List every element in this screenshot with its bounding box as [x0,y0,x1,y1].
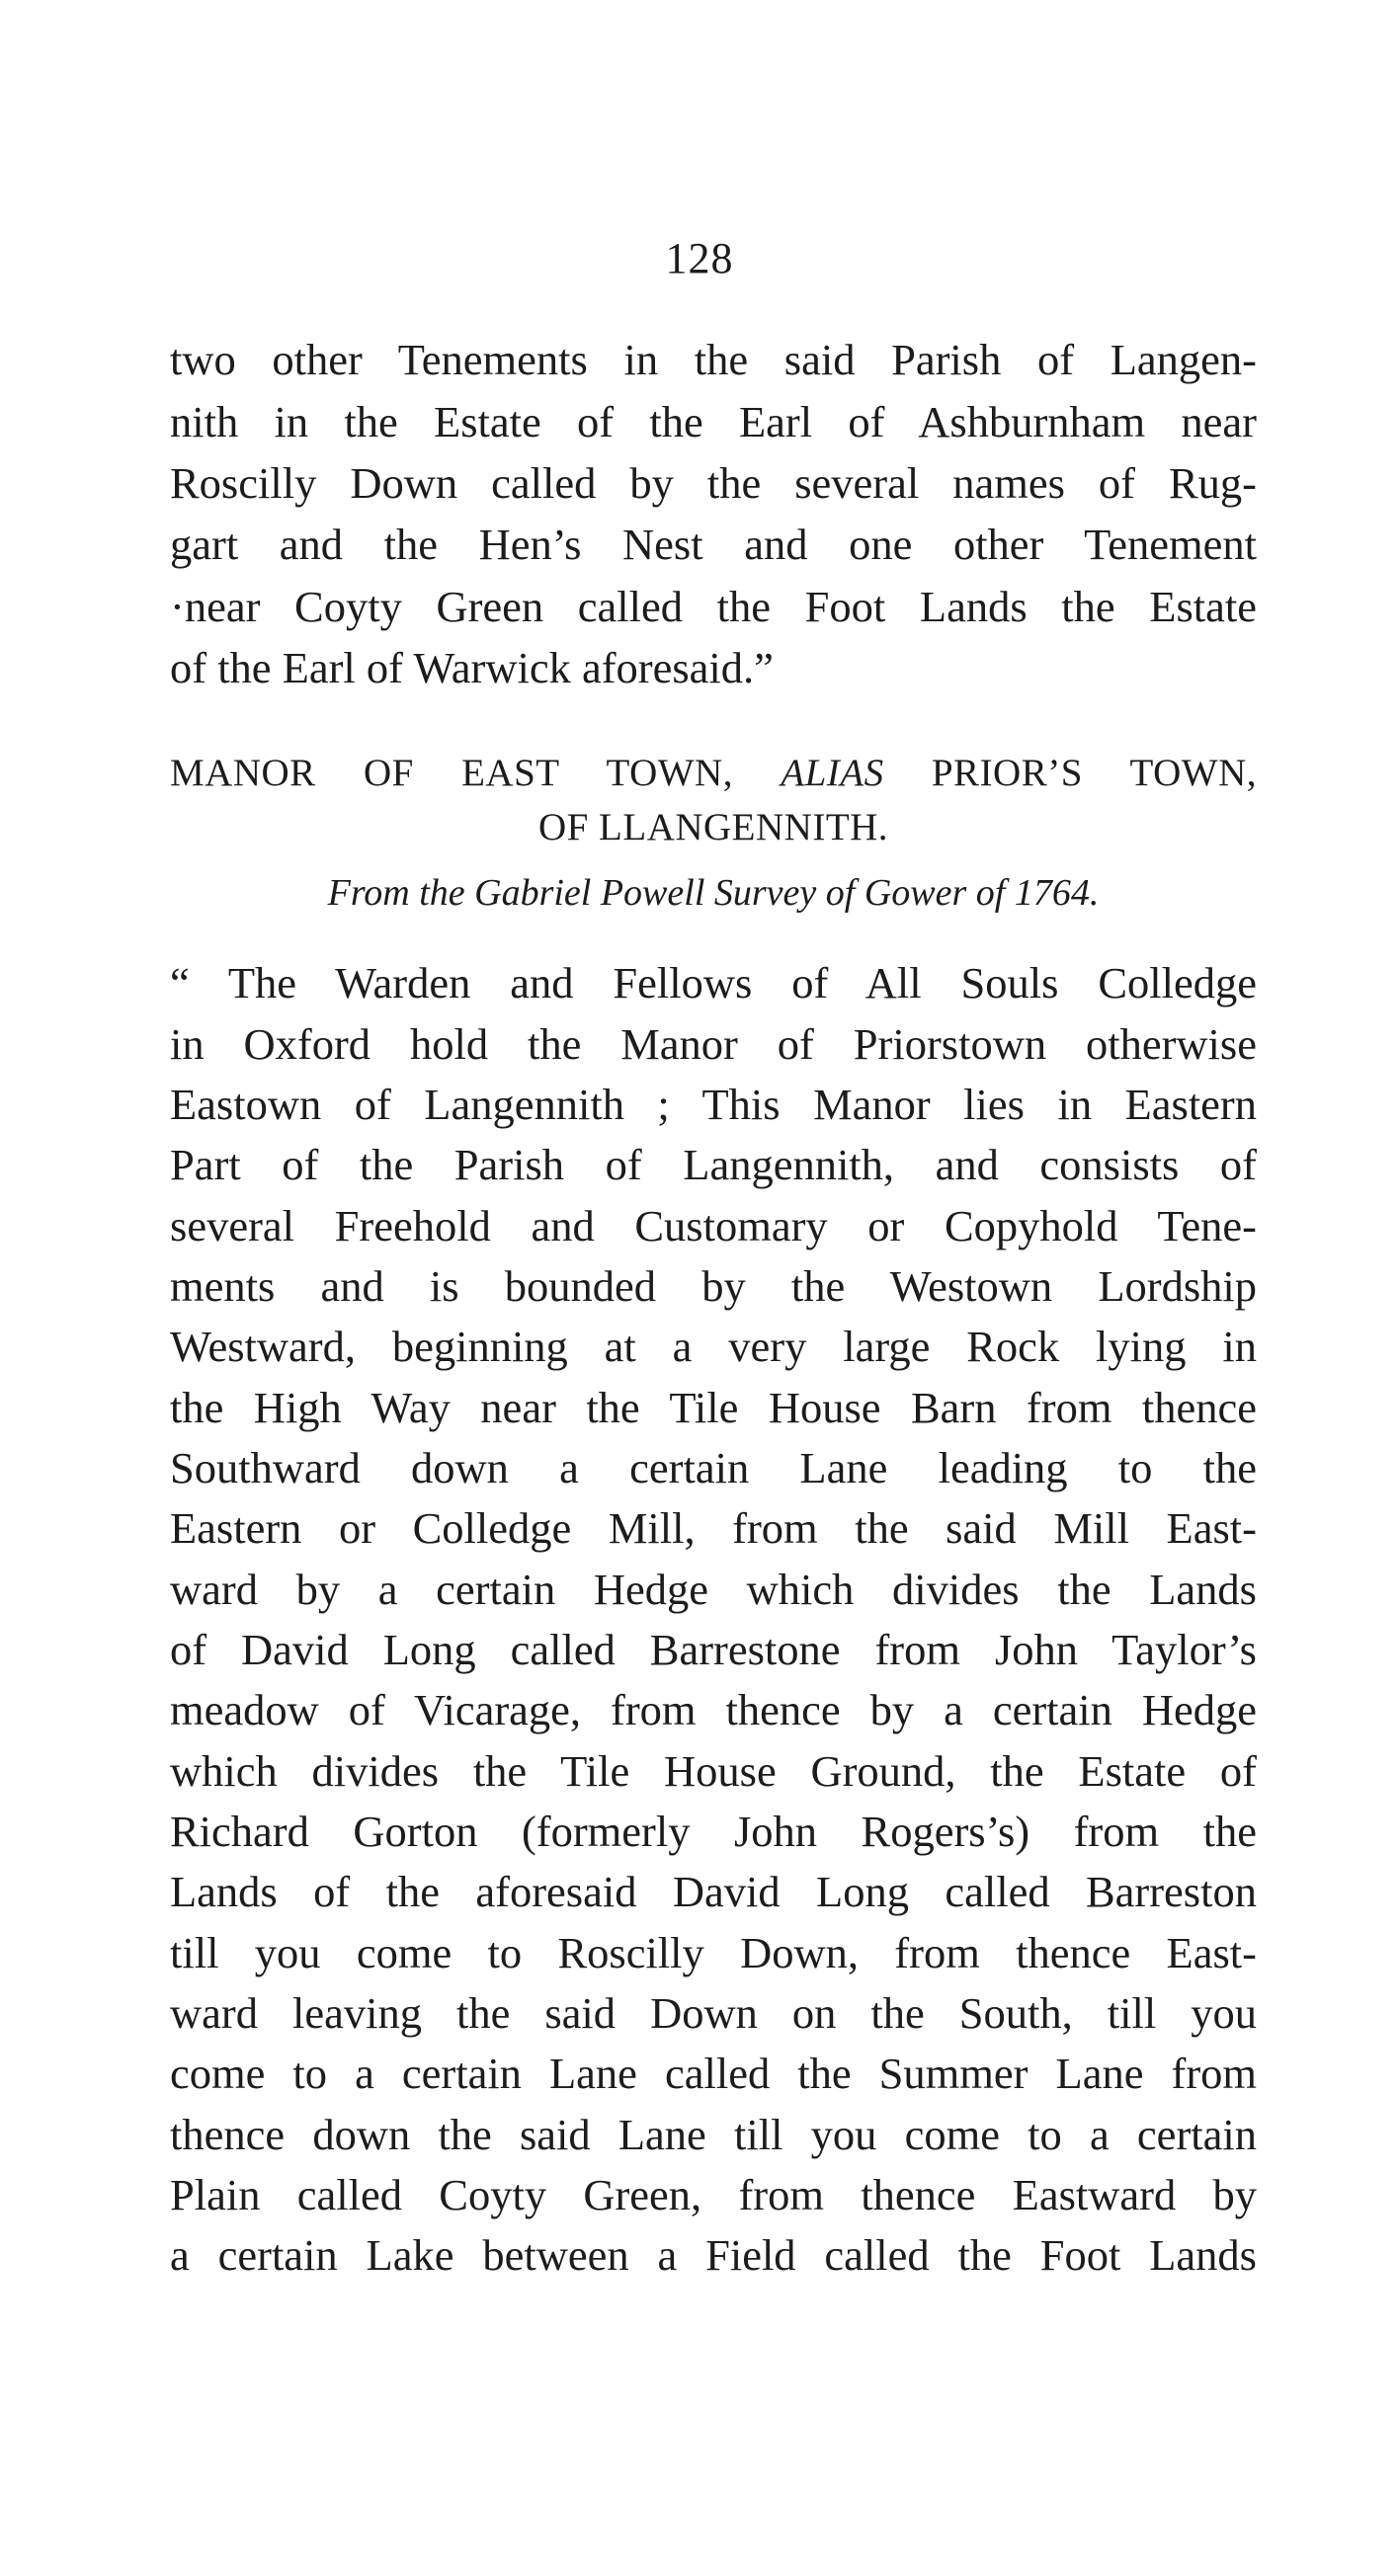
body-line: several Freehold and Customary or Copyhold Tene- [170,1201,1257,1250]
intro-line: of the Earl of Warwick aforesaid.” [170,643,774,692]
body-line: the High Way near the Tile House Barn from thence [170,1383,1257,1432]
body-line: in Oxford hold the Manor of Priorstown otherwise [170,1019,1257,1069]
body-line: Lands of the aforesaid David Long called Barreston [170,1867,1257,1916]
body-line: of David Long called Barrestone from John Taylor’s [170,1625,1257,1674]
intro-line: nith in the Estate of the Earl of Ashburnham near [170,397,1257,446]
body-line: Eastown of Langennith ; This Manor lies in Eastern [170,1080,1257,1129]
page-number: 128 [665,234,734,282]
heading-italic-text: ALIAS [781,752,884,794]
section-heading-line-1 [170,746,1257,801]
body-line: which divides the Tile House Ground, the Estate of [170,1746,1257,1796]
body-line: Plain called Coyty Green, from thence Eastward by [170,2170,1257,2219]
body-line: till you come to Roscilly Down, from thence East- [170,1928,1257,1977]
body-line: Richard Gorton (formerly John Rogers’s) from the [170,1807,1257,1856]
body-line: “ The Warden and Fellows of All Souls Colledge [170,958,1257,1007]
body-line: come to a certain Lane called the Summer Lane from [170,2049,1257,2098]
heading-text: PRIOR’S TOWN, [883,752,1257,794]
intro-line: Roscilly Down called by the several names of Rug- [170,458,1257,508]
intro-line: gart and the Hen’s Nest and one other Tenement [170,520,1257,569]
source-note: From the Gabriel Powell Survey of Gower of 1764. [327,872,1100,914]
body-line: Southward down a certain Lane leading to the [170,1443,1257,1492]
section-heading-line-2: OF LLANGENNITH. [537,806,889,848]
heading-text: MANOR OF EAST TOWN, [170,752,782,794]
body-line: ward leaving the said Down on the South, till you [170,1988,1257,2038]
body-line: thence down the said Lane till you come to a certain [170,2110,1257,2159]
body-line: Eastern or Colledge Mill, from the said Mill East- [170,1503,1257,1553]
body-line: Westward, beginning at a very large Rock lying in [170,1322,1257,1371]
body-line: Part of the Parish of Langennith, and consists of [170,1140,1257,1189]
intro-line: two other Tenements in the said Parish of Langen- [170,335,1257,384]
body-line: a certain Lake between a Field called the Foot Lands [170,2230,1257,2280]
body-line: meadow of Vicarage, from thence by a certain Hedge [170,1685,1257,1734]
intro-line: ·near Coyty Green called the Foot Lands the Estate [170,582,1257,631]
body-line: ward by a certain Hedge which divides the Lands [170,1565,1257,1614]
body-line: ments and is bounded by the Westown Lordship [170,1261,1257,1311]
